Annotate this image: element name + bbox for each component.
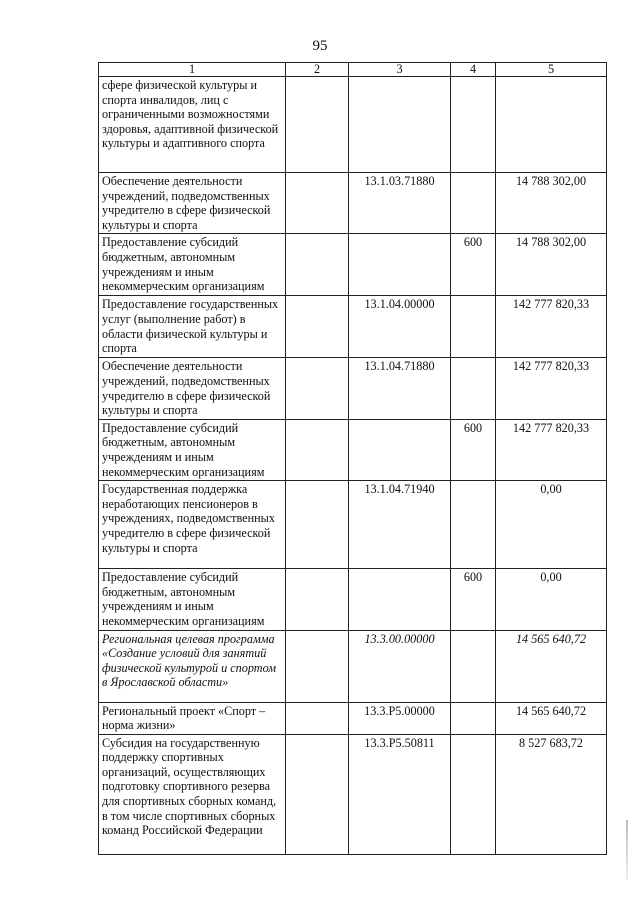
row-kind-cell: 600 [451, 234, 496, 296]
row-name-cell: Предоставление государственных услуг (выполнение работ) в области физической культуры и спорта [99, 296, 286, 358]
row-col2-cell [286, 77, 349, 173]
row-amount-cell: 8 527 683,72 [496, 734, 607, 854]
row-amount-cell: 0,00 [496, 481, 607, 569]
row-col2-cell [286, 481, 349, 569]
row-kind-cell [451, 296, 496, 358]
row-name-cell: Региональный проект «Спорт – норма жизни» [99, 702, 286, 734]
table-row [99, 77, 607, 173]
row-name-cell: Обеспечение деятельности учреждений, подведомственных учредителю в сфере физической культуры и спорта [99, 358, 286, 419]
row-code-cell: 13.1.03.71880 [349, 173, 451, 234]
table-row [99, 173, 607, 234]
page-number: 95 [312, 38, 328, 54]
row-amount-cell: 14 788 302,00 [496, 173, 607, 234]
row-col2-cell [286, 234, 349, 296]
table-row [99, 481, 607, 569]
row-code-cell: 13.1.04.71940 [349, 481, 451, 569]
row-col2-cell [286, 630, 349, 702]
row-amount-cell: 142 777 820,33 [496, 296, 607, 358]
row-kind-cell [451, 77, 496, 173]
table-row [99, 358, 607, 419]
row-col2-cell [286, 702, 349, 734]
row-amount-cell: 142 777 820,33 [496, 419, 607, 480]
row-amount-cell: 14 788 302,00 [496, 234, 607, 296]
row-kind-cell: 600 [451, 569, 496, 630]
row-kind-cell [451, 702, 496, 734]
row-kind-cell [451, 358, 496, 419]
row-code-cell: 13.1.04.71880 [349, 358, 451, 419]
row-name-cell: Обеспечение деятельности учреждений, подведомственных учредителю в сфере физической культуры и спорта [99, 173, 286, 234]
budget-table [98, 62, 607, 855]
row-code-cell [349, 419, 451, 480]
table-body [99, 77, 607, 855]
row-name-cell: Региональная целевая программа «Создание условий для занятий физической культурой и спортом в Ярославской области» [99, 630, 286, 702]
row-amount-cell: 142 777 820,33 [496, 358, 607, 419]
row-name-cell: Предоставление субсидий бюджетным, автономным учреждениям и иным некоммерческим организациям [99, 234, 286, 296]
row-kind-cell: 600 [451, 419, 496, 480]
row-name-cell: Государственная поддержка неработающих пенсионеров в учреждениях, подведомственных учредителю в сфере физической культуры и спорта [99, 481, 286, 569]
header-col-5: 5 [496, 63, 607, 77]
row-col2-cell [286, 569, 349, 630]
table-row [99, 569, 607, 630]
row-col2-cell [286, 419, 349, 480]
scan-edge-mark [626, 820, 628, 880]
row-kind-cell [451, 173, 496, 234]
row-name-cell: сфере физической культуры и спорта инвалидов, лиц с ограниченными возможностями здоровья, адаптивной физической культуры и адаптивного спорта [99, 77, 286, 173]
table-row [99, 419, 607, 480]
table-header-row [99, 63, 607, 77]
row-code-cell [349, 234, 451, 296]
row-code-cell: 13.3.P5.00000 [349, 702, 451, 734]
row-name-cell: Предоставление субсидий бюджетным, автономным учреждениям и иным некоммерческим организациям [99, 569, 286, 630]
table-row [99, 296, 607, 358]
header-col-3: 3 [349, 63, 451, 77]
row-code-cell [349, 77, 451, 173]
row-amount-cell: 0,00 [496, 569, 607, 630]
header-col-4: 4 [451, 63, 496, 77]
row-amount-cell: 14 565 640,72 [496, 702, 607, 734]
row-kind-cell [451, 481, 496, 569]
row-kind-cell [451, 734, 496, 854]
row-code-cell: 13.1.04.00000 [349, 296, 451, 358]
row-col2-cell [286, 173, 349, 234]
header-col-1: 1 [99, 63, 286, 77]
table-row [99, 630, 607, 702]
row-name-cell: Предоставление субсидий бюджетным, автономным учреждениям и иным некоммерческим организациям [99, 419, 286, 480]
row-name-cell: Субсидия на государственную поддержку спортивных организаций, осуществляющих подготовку спортивного резерва для спортивных сборных команд, в том числе спортивных сборных команд Российской Федерации [99, 734, 286, 854]
table-row [99, 734, 607, 854]
table-row [99, 702, 607, 734]
header-col-2: 2 [286, 63, 349, 77]
row-kind-cell [451, 630, 496, 702]
table-row [99, 234, 607, 296]
row-col2-cell [286, 734, 349, 854]
row-col2-cell [286, 358, 349, 419]
row-code-cell: 13.3.P5.50811 [349, 734, 451, 854]
row-amount-cell: 14 565 640,72 [496, 630, 607, 702]
row-code-cell [349, 569, 451, 630]
row-code-cell: 13.3.00.00000 [349, 630, 451, 702]
row-amount-cell [496, 77, 607, 173]
row-col2-cell [286, 296, 349, 358]
